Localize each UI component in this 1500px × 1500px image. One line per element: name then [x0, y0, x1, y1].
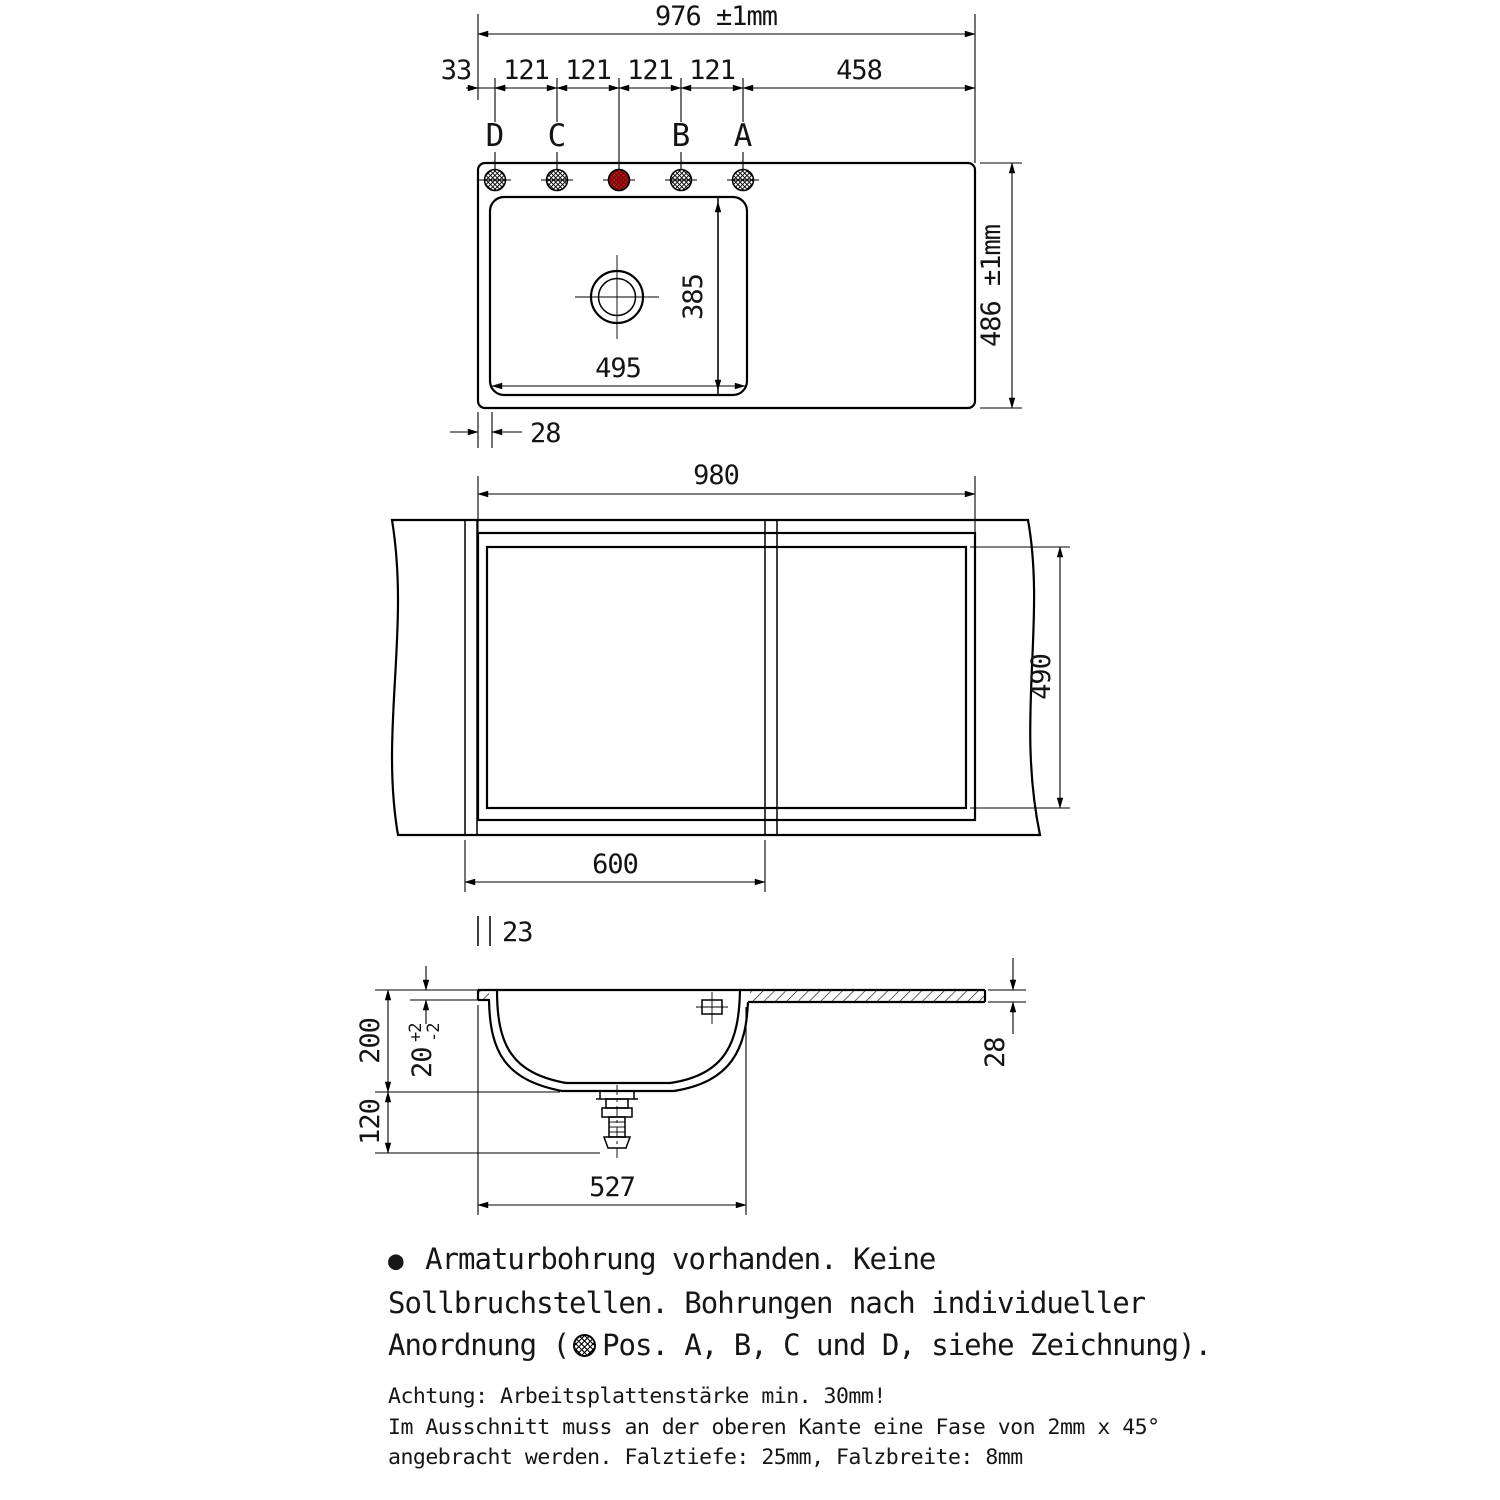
dim-seg-458: 458: [836, 55, 882, 86]
dim-hole-offset-label: 28: [530, 418, 561, 449]
dim-rim-tol-minus: -2: [424, 1023, 444, 1042]
dim-overall-height-label: 486 ±1mm: [976, 224, 1007, 348]
warning-block: [388, 1382, 1448, 1474]
dim-seg-121b: 121: [565, 55, 611, 86]
cutout-line: [487, 547, 966, 808]
hole-d: [485, 170, 506, 191]
section-hatch-left: [479, 991, 489, 1000]
dim-seg-121d: 121: [689, 55, 735, 86]
dim-hole-segments: [441, 55, 975, 98]
dim-rim-height-label: 20: [407, 1047, 438, 1078]
hole-c: [547, 170, 568, 191]
dim-hole-offset: [450, 412, 561, 449]
top-view: [441, 1, 1022, 449]
section-view: [355, 958, 1026, 1215]
dim-edge-offset-label: 23: [502, 917, 533, 948]
warning-line-3: angebracht werden. Falztiefe: 25mm, Falzbreite: 8mm: [388, 1445, 1023, 1470]
section-hatch-right: [750, 991, 984, 1002]
countertop-outline: [392, 520, 1040, 835]
dim-cutout-width: [478, 460, 975, 533]
dim-total-height-label: 200: [355, 1018, 386, 1064]
hole-label-c: C: [547, 118, 567, 154]
warning-line-1: Achtung: Arbeitsplattenstärke min. 30mm!: [388, 1384, 886, 1409]
drill-hole-icon: [573, 1334, 596, 1357]
dim-bowl-length-label: 527: [589, 1172, 635, 1203]
dim-total-height: [355, 990, 560, 1092]
hole-label-b: B: [671, 118, 691, 154]
dim-seg-121a: 121: [503, 55, 549, 86]
note-line-1: [388, 1238, 1448, 1282]
hole-tap-existing-hatch: [609, 170, 630, 191]
dim-cabinet-width: [465, 840, 765, 892]
dim-cutout-depth-label: 490: [1026, 654, 1057, 700]
notes-block: [388, 1238, 1448, 1474]
note-line-3: [388, 1324, 1448, 1366]
dim-cutout-depth: [970, 547, 1070, 808]
dim-basin-width-label: 495: [595, 353, 641, 384]
dim-cabinet-width-label: 600: [592, 849, 638, 880]
note-line-3-suffix: Pos. A, B, C und D, siehe Zeichnung).: [602, 1328, 1212, 1362]
cutout-view: [392, 460, 1070, 948]
dim-basin-depth: [678, 202, 718, 390]
dim-clearance-label: 120: [355, 1099, 386, 1145]
dim-cutout-width-label: 980: [693, 460, 739, 491]
dim-basin-width: [492, 353, 745, 386]
drain-fitting: [596, 1085, 638, 1158]
dim-basin-depth-label: 385: [678, 274, 709, 320]
dim-rim-tol-plus: +2: [406, 1023, 426, 1042]
hole-label-d: D: [485, 118, 505, 154]
sink-footprint: [478, 533, 975, 820]
dim-edge-offset: [478, 916, 533, 948]
note-line-3-prefix: Anordnung (: [388, 1328, 570, 1362]
dim-overall-height: [976, 163, 1022, 408]
bowl-inner-wall: [497, 990, 740, 1083]
dim-rim-height: [406, 966, 489, 1078]
faucet-hole-section-mark: [696, 992, 728, 1024]
cabinet-side-lines: [465, 520, 777, 835]
filled-dot-icon: ●: [388, 1246, 403, 1276]
dim-overall-width-label: 976 ±1mm: [654, 1, 778, 32]
hole-label-a: A: [733, 118, 753, 154]
drain-top-view: [575, 255, 659, 339]
dim-board-thickness-label: 28: [980, 1037, 1011, 1068]
dim-seg-33: 33: [440, 55, 472, 86]
faucet-holes: [479, 170, 759, 191]
dim-seg-121c: 121: [627, 55, 673, 86]
sink-outline: [478, 163, 975, 408]
dim-board-thickness: [980, 958, 1026, 1068]
warning-line-2: Im Ausschnitt muss an der oberen Kante eine Fase von 2mm x 45°: [388, 1414, 1160, 1440]
hole-position-letters: [486, 98, 753, 170]
dim-bowl-length: [478, 1005, 746, 1215]
hole-a: [733, 170, 754, 191]
note-line-1-text: Armaturbohrung vorhanden. Keine: [408, 1242, 936, 1276]
hole-b: [671, 170, 692, 191]
note-line-2: Sollbruchstellen. Bohrungen nach individueller: [388, 1286, 1146, 1320]
